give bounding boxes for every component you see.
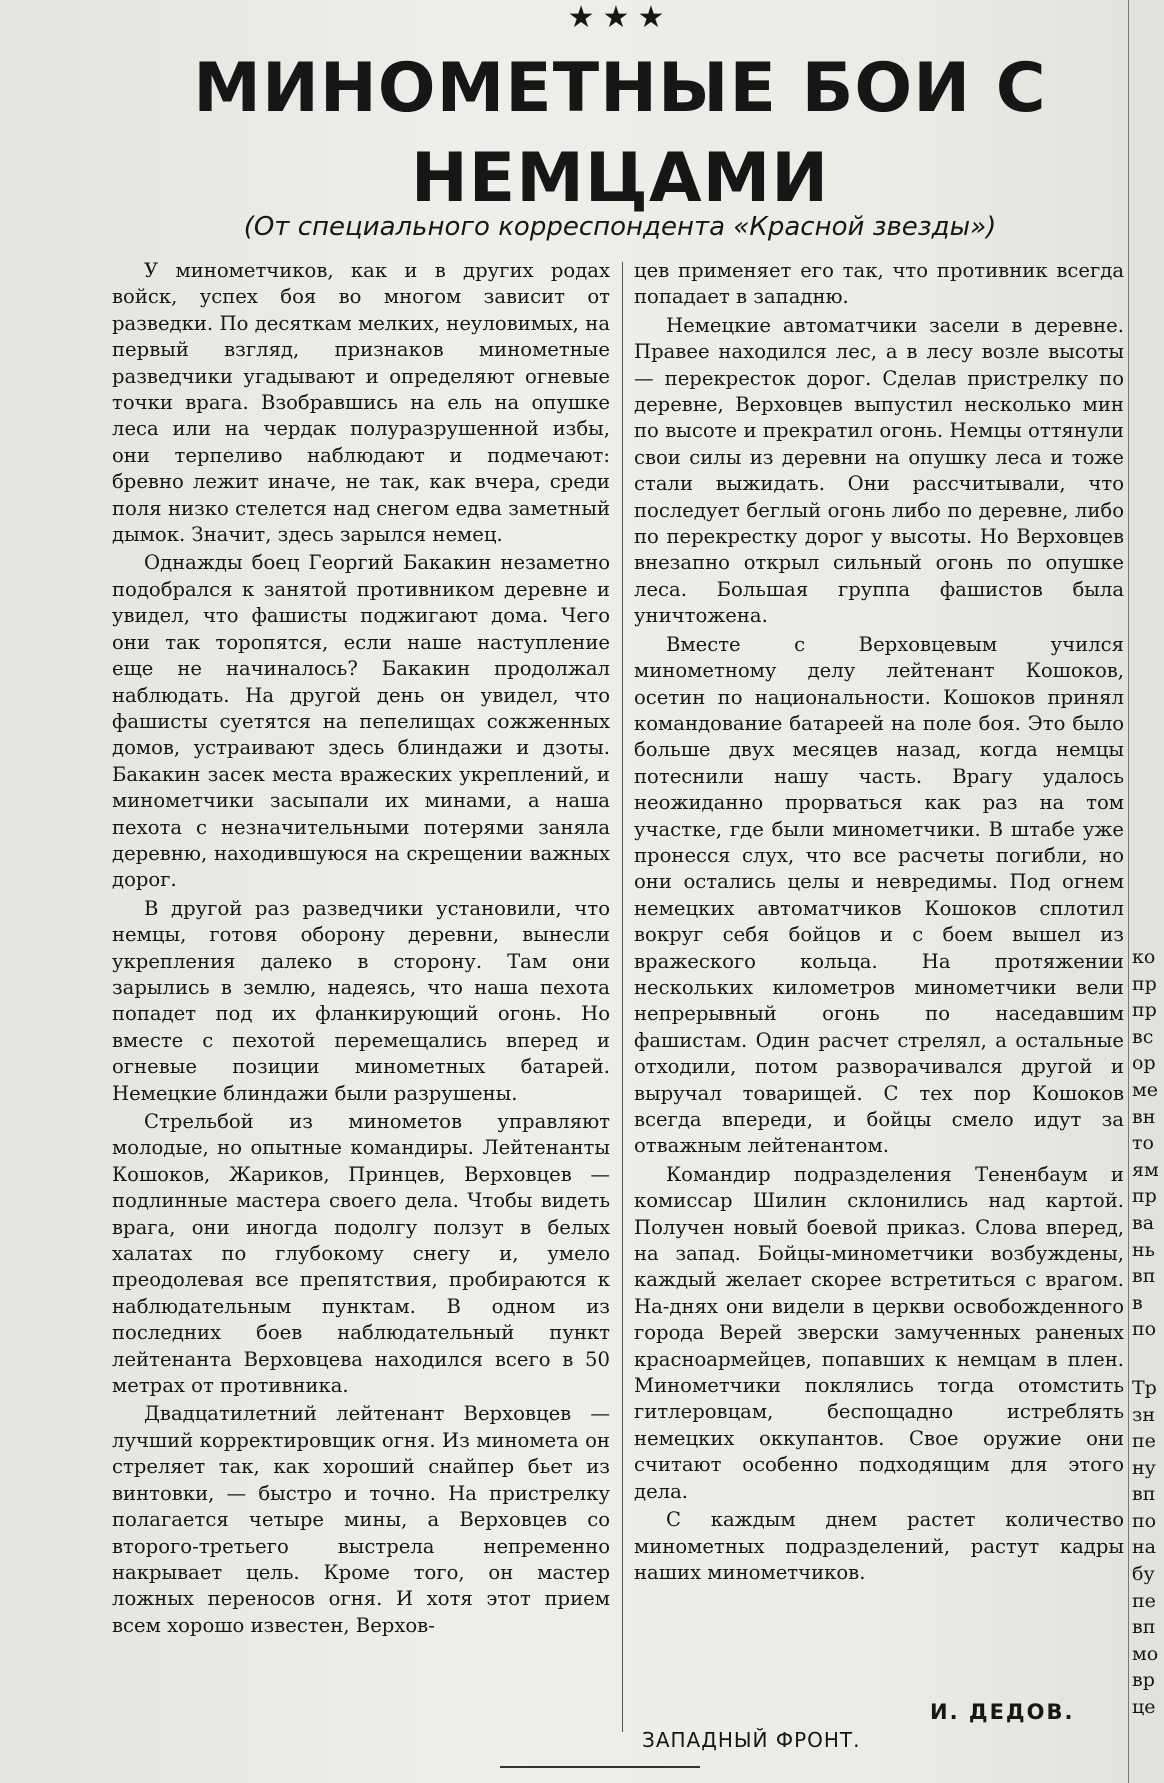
adjacent-column-line: в bbox=[1132, 1291, 1143, 1314]
paragraph: Немецкие автоматчики засели в деревне. Правее находился лес, а в лесу возле высоты — перекресток дорог. Сделав пристрелку по деревне, Верховцев выпустил несколько мин по высоте и прекратил огонь. Немцы оттянули свои силы из деревни на опушку леса и тоже стали выжидать. Они рассчитывали, что последует беглый огонь либо по деревне, либо по перекрестку дорог у высоты. Но Верховцев внезапно открыл сильный огонь по опушке леса. Большая группа фашистов была уничтожена. bbox=[634, 313, 1124, 628]
adjacent-column-line: пе bbox=[1132, 1589, 1156, 1612]
article-column-2 bbox=[634, 258, 1124, 1588]
paragraph: Вместе с Верховцевым учился минометному делу лейтенант Кошоков, осетин по национальности. Кошоков принял командование батареей на поле боя. Это было больше двух месяцев назад, когда немцы потеснили нашу часть. Врагу удалось неожиданно прорваться как раз на том участке, где были минометчики. В штабе уже пронесся слух, что все расчеты погибли, но они остались целы и невредимы. Под огнем немецких автоматчиков Кошоков сплотил вокруг себя бойцов и с боем вышел из вражеского кольца. На протяжении нескольких километров минометчики вели непрерывный огонь по наседавшим фашистам. Один расчет стрелял, а остальные отходили, потом разворачивался другой и выручал товарищей. С тех пор Кошоков всегда впереди, и бойцы смело идут за отважным лейтенантом. bbox=[634, 632, 1124, 1158]
paragraph: Однажды боец Георгий Бакакин незаметно подобрался к занятой противником деревне и увидел, что фашисты поджигают дома. Чего они так торопятся, если наше наступление еще не начиналось? Бакакин продолжал наблюдать. На другой день он увидел, что фашисты суетятся на пепелищах сожженных домов, устраивают здесь блиндажи и дзоты. Бакакин засек места вражеских укреплений, и минометчики засыпали их минами, а наша пехота с незначительными потерями заняла деревню, находившуюся на скрещении важных дорог. bbox=[112, 551, 610, 892]
paragraph: У минометчиков, как и в других родах войск, успех боя во многом зависит от разведки. По десяткам мелких, неуловимых, на первый взгляд, признаков минометные разведчики угадывают и определяют огневые точки врага. Взобравшись на ель на опушке леса или на чердак полуразрушенной избы, они терпеливо наблюдают и подмечают: бревно лежит иначе, не так, как вчера, среди поля низко стелется над снегом едва заметный дымок. Значит, здесь зарылся немец. bbox=[112, 259, 610, 547]
adjacent-column-line: пр bbox=[1132, 999, 1157, 1022]
adjacent-column-line: це bbox=[1132, 1696, 1156, 1719]
adjacent-column-line: мо bbox=[1132, 1642, 1159, 1665]
adjacent-column-line: ор bbox=[1132, 1052, 1156, 1075]
adjacent-column-line: по bbox=[1132, 1318, 1157, 1341]
adjacent-column-line: вп bbox=[1132, 1616, 1156, 1639]
headline bbox=[150, 44, 1090, 224]
paragraph: В другой раз разведчики установили, что немцы, готовя оборону деревни, вынесли укрепления далеко в сторону. Там они зарылись в землю, надеясь, что наша пехота попадет под их фланкирующий огонь. Но вместе с пехотой перемещались вперед и огневые позиции минометных батарей. Немецкие блиндажи были разрушены. bbox=[112, 896, 610, 1105]
adjacent-column-line: на bbox=[1132, 1536, 1156, 1559]
adjacent-column-line: ям bbox=[1132, 1158, 1159, 1181]
adjacent-column-line: вп bbox=[1132, 1265, 1156, 1288]
adjacent-column-line: бу bbox=[1132, 1563, 1155, 1586]
paragraph: С каждым днем растет количество минометных подразделений, растут кадры наших минометчиков. bbox=[634, 1508, 1124, 1584]
adjacent-column-line: вн bbox=[1132, 1105, 1156, 1128]
paragraph: Стрельбой из минометов управляют молодые, но опытные командиры. Лейтенанты Кошоков, Жариков, Принцев, Верховцев — подлинные мастера своего дела. Чтобы видеть врага, они иногда подолгу ползут в белых халатах по глубокому снегу и, умело преодолевая все препятствия, пробираются к наблюдательным пунктам. В одном из последних боев наблюдательный пункт лейтенанта Верховцева находился всего в 50 метрах от противника. bbox=[112, 1110, 610, 1398]
adjacent-column-gap bbox=[1132, 1343, 1164, 1375]
adjacent-column-line: по bbox=[1132, 1509, 1157, 1532]
byline: (От специального корреспондента «Красной звезды») bbox=[243, 212, 997, 242]
article-column-1 bbox=[112, 258, 610, 1641]
adjacent-column-fragment bbox=[1132, 944, 1164, 1721]
adjacent-column-line: вр bbox=[1132, 1669, 1155, 1692]
paragraph: Командир подразделения Тененбаум и комиссар Шилин склонились над картой. Получен новый боевой приказ. Слова вперед, на запад. Бойцы-минометчики возбуждены, каждый желает скорее встретиться с врагом. На-днях они видели в церкви освобожденного города Верей зверски замученных раненых красноармейцев, попавших к немцам в плен. Минометчики поклялись тогда отомстить гитлеровцам, беспощадно истреблять немецких оккупантов. Свое оружие они считают особенно подходящим для этого дела. bbox=[634, 1162, 1124, 1503]
headline-line-1: МИНОМЕТНЫЕ БОИ С bbox=[193, 49, 1047, 128]
adjacent-column-line: ме bbox=[1132, 1078, 1159, 1101]
adjacent-column-line: пр bbox=[1132, 972, 1157, 995]
adjacent-column-line: вс bbox=[1132, 1025, 1154, 1048]
adjacent-column-divider bbox=[1128, 0, 1129, 1783]
dateline-location: ЗАПАДНЫЙ ФРОНТ. bbox=[642, 1728, 861, 1752]
adjacent-column-line: ну bbox=[1132, 1456, 1156, 1479]
adjacent-column-line: Тр bbox=[1132, 1376, 1157, 1399]
headline-line-2: НЕМЦАМИ bbox=[410, 139, 830, 218]
column-divider bbox=[622, 262, 623, 1732]
paragraph: Двадцатилетний лейтенант Верховцев — лучший корректировщик огня. Из миномета он стреляет так, как хороший снайпер бьет из винтовки, — быстро и точно. На пристрелку полагается четыре мины, а Верховцев со второго-третьего выстрела непременно накрывает цель. Кроме того, он мастер ложных переносов огня. И хотя этот прием всем хорошо известен, Верхов- bbox=[112, 1402, 610, 1637]
adjacent-column-line: зн bbox=[1132, 1403, 1156, 1426]
adjacent-column-line: то bbox=[1132, 1132, 1154, 1155]
adjacent-column-line: пр bbox=[1132, 1185, 1157, 1208]
adjacent-column-line: ва bbox=[1132, 1211, 1155, 1234]
adjacent-column-line: ко bbox=[1132, 946, 1156, 968]
stars-ornament: ★★★ bbox=[567, 0, 673, 35]
author-signature: И. ДЕДОВ. bbox=[930, 1700, 1075, 1724]
adjacent-column-line: пе bbox=[1132, 1430, 1156, 1453]
adjacent-column-line: вп bbox=[1132, 1483, 1156, 1506]
article-end-rule bbox=[500, 1766, 700, 1768]
adjacent-column-line: нь bbox=[1132, 1238, 1156, 1261]
paragraph: цев применяет его так, что противник всегда попадает в западню. bbox=[634, 259, 1124, 309]
